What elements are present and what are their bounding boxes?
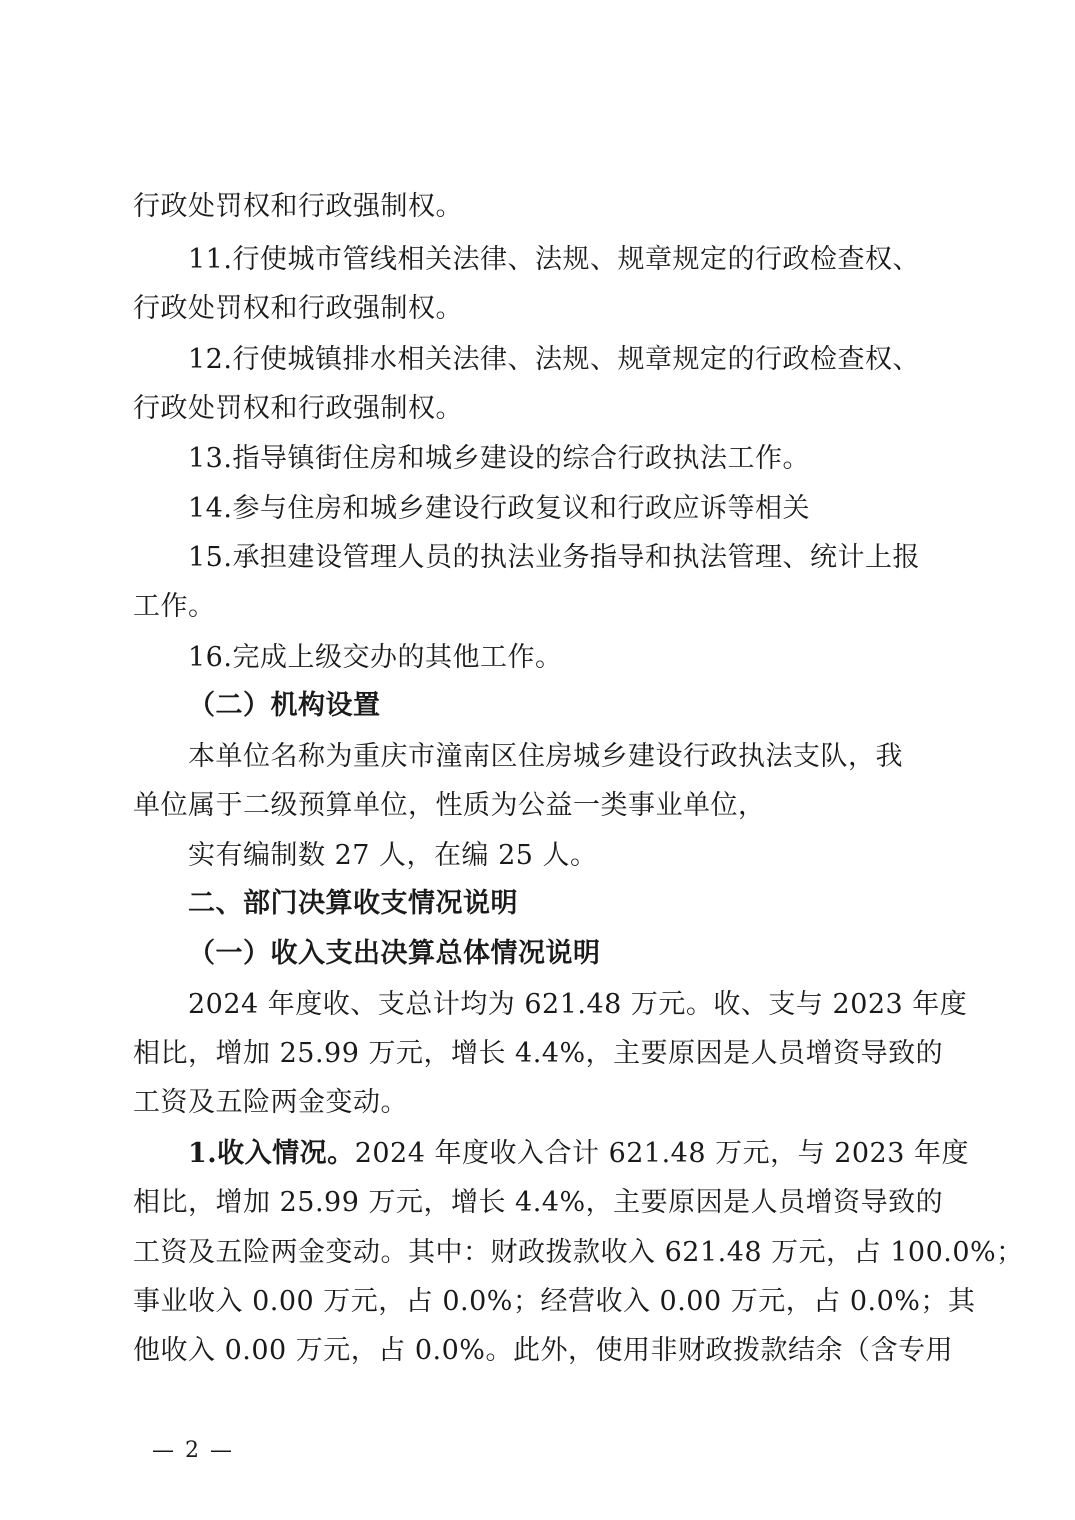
paragraph-line: 12.行使城镇排水相关法律、法规、规章规定的行政检查权、 [188, 344, 920, 375]
paragraph-line: 他收入 0.00 万元，占 0.0%。此外，使用非财政拨款结余（含专用 [133, 1335, 953, 1366]
paragraph-line: 11.行使城市管线相关法律、法规、规章规定的行政检查权、 [188, 244, 920, 275]
paragraph-line: 事业收入 0.00 万元，占 0.0%；经营收入 0.00 万元，占 0.0%；其 [133, 1286, 976, 1317]
page-number: — 2 — [152, 1438, 234, 1463]
paragraph-line: 本单位名称为重庆市潼南区住房城乡建设行政执法支队，我 [188, 741, 903, 772]
paragraph-line: 工作。 [133, 591, 216, 622]
paragraph-line: 相比，增加 25.99 万元，增长 4.4%，主要原因是人员增资导致的 [133, 1187, 944, 1218]
paragraph-line: 工资及五险两金变动。其中：财政拨款收入 621.48 万元，占 100.0%； [133, 1237, 1024, 1268]
paragraph-line: 实有编制数 27 人，在编 25 人。 [188, 840, 598, 871]
paragraph-line: 2024 年度收、支总计均为 621.48 万元。收、支与 2023 年度 [188, 989, 968, 1020]
paragraph-line: 行政处罚权和行政强制权。 [133, 191, 463, 222]
paragraph-line: 15.承担建设管理人员的执法业务指导和执法管理、统计上报 [188, 542, 920, 573]
paragraph-line: 14.参与住房和城乡建设行政复议和行政应诉等相关 [188, 493, 810, 524]
section-heading: （一）收入支出决算总体情况说明 [188, 938, 601, 969]
paragraph-line: 行政处罚权和行政强制权。 [133, 293, 463, 324]
paragraph-line: 相比，增加 25.99 万元，增长 4.4%，主要原因是人员增资导致的 [133, 1038, 944, 1069]
income-label: 1.收入情况。 [188, 1138, 355, 1169]
income-text: 2024 年度收入合计 621.48 万元，与 2023 年度 [354, 1138, 969, 1169]
chapter-heading: 二、部门决算收支情况说明 [188, 888, 518, 919]
section-heading: （二）机构设置 [188, 690, 381, 721]
paragraph-line: 单位属于二级预算单位，性质为公益一类事业单位， [133, 790, 766, 821]
paragraph-line: 16.完成上级交办的其他工作。 [188, 642, 563, 673]
paragraph-line: 工资及五险两金变动。 [133, 1087, 408, 1118]
paragraph-line: 行政处罚权和行政强制权。 [133, 393, 463, 424]
paragraph-line: 13.指导镇街住房和城乡建设的综合行政执法工作。 [188, 443, 810, 474]
paragraph-line [0, 1134, 1075, 1174]
